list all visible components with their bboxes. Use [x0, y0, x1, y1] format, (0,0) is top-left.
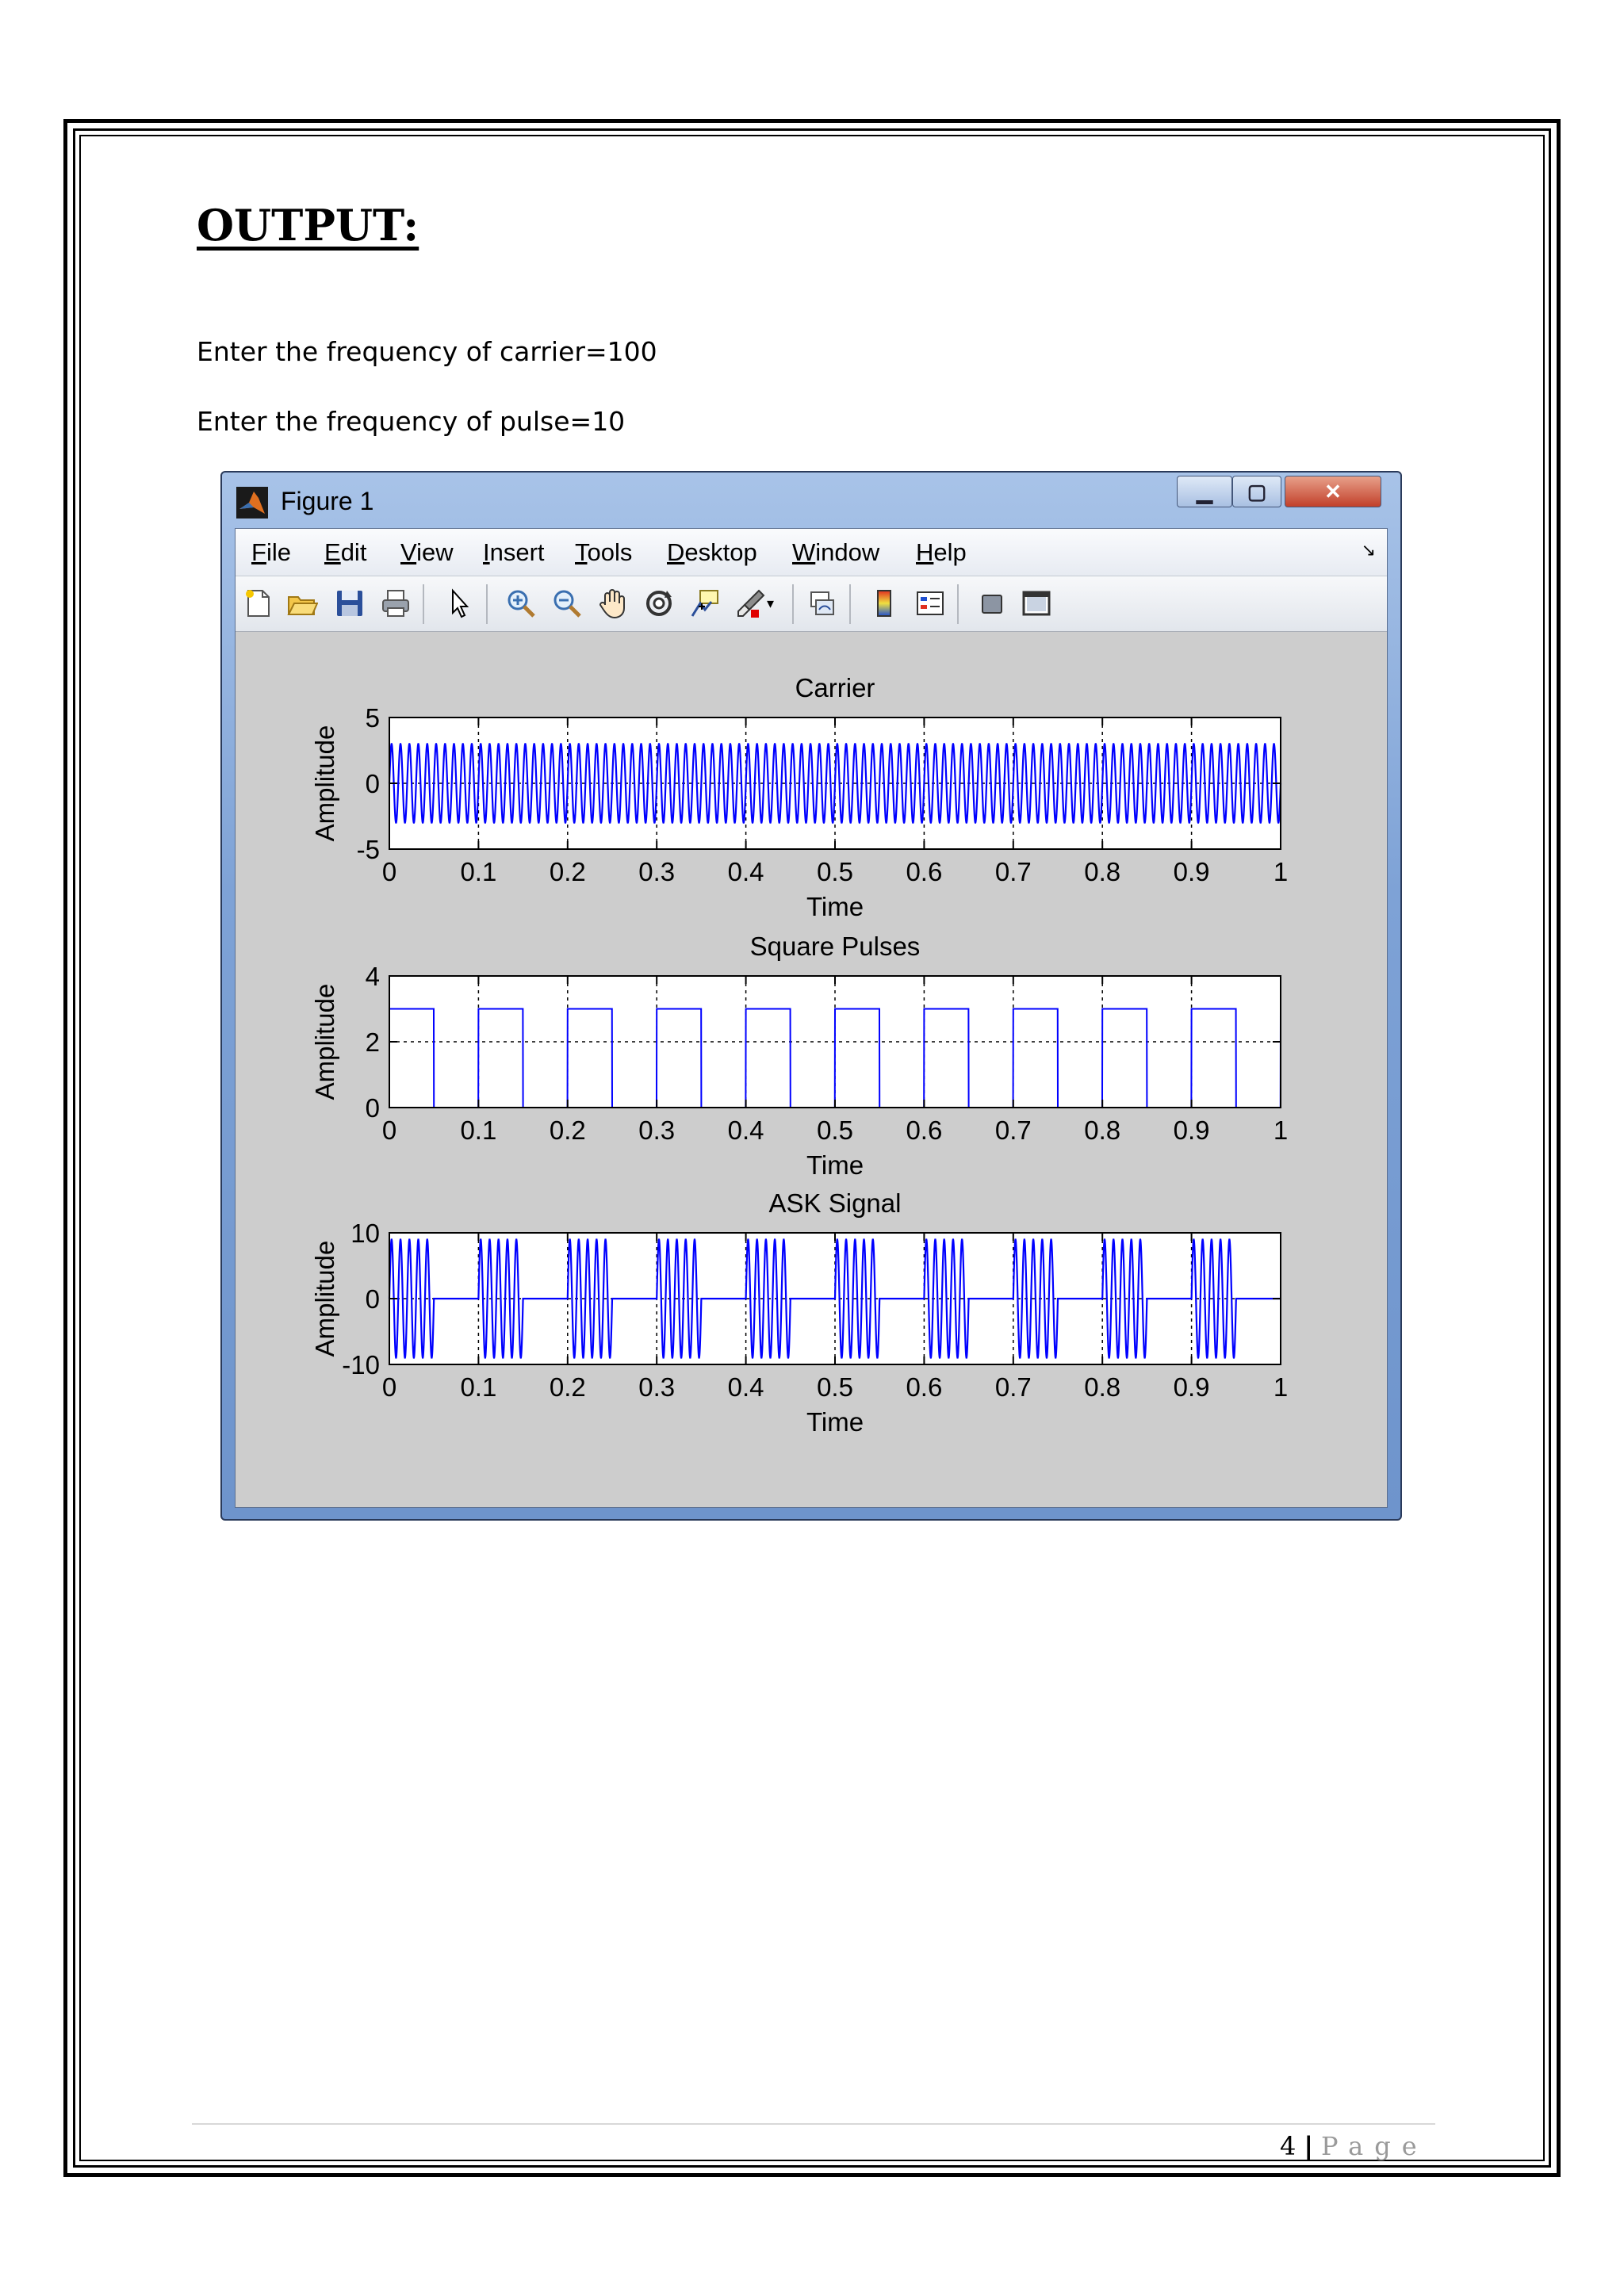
page-separator: | [1304, 2131, 1314, 2161]
brush-icon[interactable] [735, 587, 767, 619]
x-tick-label: 1 [1273, 1372, 1289, 1402]
x-tick-label: 0.8 [1084, 857, 1121, 886]
x-tick-label: 0.5 [817, 1372, 853, 1402]
x-tick-label: 0.5 [817, 857, 853, 886]
x-tick-label: 1 [1273, 857, 1289, 886]
x-tick-label: 0.1 [460, 1115, 497, 1145]
y-tick-label: 0 [365, 769, 380, 798]
menu-desktop[interactable]: Desktop [667, 538, 757, 566]
legend-icon[interactable] [914, 587, 946, 619]
menu-file[interactable]: File [251, 538, 291, 566]
toolbar-separator [423, 584, 424, 624]
y-tick-label: 2 [365, 1027, 380, 1057]
figure-toolbar [236, 576, 1387, 632]
ask-signal-title: ASK Signal [768, 1188, 902, 1218]
show-plot-tools-icon[interactable] [1021, 587, 1052, 619]
toolbar-separator [849, 584, 851, 624]
minimize-icon: ▁ [1197, 480, 1212, 503]
new-figure-icon[interactable] [242, 587, 274, 619]
toolbar-separator [957, 584, 959, 624]
x-tick-label: 0.9 [1173, 857, 1210, 886]
window-titlebar[interactable] [222, 473, 1400, 528]
y-tick-label: 5 [365, 703, 380, 733]
x-tick-label: 0.3 [638, 1115, 676, 1145]
y-tick-label: 4 [365, 962, 380, 991]
square-pulses-ylabel: Amplitude [310, 983, 339, 1100]
menu-edit[interactable]: Edit [324, 538, 367, 566]
menu-bar [236, 529, 1387, 576]
x-tick-label: 0 [381, 1115, 397, 1145]
x-tick-label: 0 [381, 857, 397, 886]
x-tick-label: 0.5 [817, 1115, 853, 1145]
pointer-icon[interactable] [443, 587, 475, 619]
menu-view[interactable]: View [400, 538, 454, 566]
zoom-out-icon[interactable] [551, 587, 583, 619]
toolbar-separator [486, 584, 488, 624]
square-pulses-axes [310, 932, 1288, 1180]
carrier-axes [310, 673, 1288, 921]
figure-window [220, 471, 1402, 1521]
page-footer [1280, 2131, 1428, 2161]
footer-rule [192, 2123, 1435, 2125]
close-button[interactable] [1285, 476, 1381, 507]
matlab-logo-icon [236, 487, 268, 519]
data-cursor-icon[interactable] [689, 587, 721, 619]
dock-arrow-icon[interactable]: ↘ [1361, 540, 1376, 560]
open-file-icon[interactable] [286, 587, 318, 619]
page-word: Page [1321, 2131, 1428, 2161]
x-tick-label: 0.2 [549, 857, 586, 886]
square-pulses-xlabel: Time [806, 1150, 864, 1180]
rotate-3d-icon[interactable] [643, 587, 675, 619]
x-tick-label: 0.7 [994, 1372, 1032, 1402]
ask-signal-xlabel: Time [806, 1407, 864, 1437]
close-icon: ✕ [1324, 480, 1342, 503]
x-tick-label: 0.6 [906, 1372, 943, 1402]
ask-signal-ylabel: Amplitude [310, 1240, 339, 1357]
x-tick-label: 0.7 [994, 857, 1032, 886]
menu-help[interactable]: Help [916, 538, 967, 566]
x-tick-label: 0.9 [1173, 1372, 1210, 1402]
hide-plot-tools-icon[interactable] [976, 587, 1008, 619]
maximize-button[interactable] [1232, 476, 1281, 507]
link-plot-icon[interactable] [806, 587, 838, 619]
brush-dropdown-icon[interactable]: ▾ [767, 595, 775, 611]
square-pulses-title: Square Pulses [749, 932, 921, 961]
pulse-frequency-line: Enter the frequency of pulse=10 [197, 406, 626, 437]
page-number: 4 [1280, 2131, 1297, 2161]
carrier-frequency-line: Enter the frequency of carrier=100 [197, 336, 657, 367]
x-tick-label: 0.6 [906, 857, 943, 886]
carrier-title: Carrier [795, 673, 875, 702]
x-tick-label: 0.9 [1173, 1115, 1210, 1145]
square-pulses-series-line [389, 1009, 1281, 1108]
x-tick-label: 1 [1273, 1115, 1289, 1145]
figure-client-area [235, 528, 1388, 1508]
x-tick-label: 0.8 [1084, 1115, 1121, 1145]
y-tick-label: -5 [356, 835, 380, 864]
window-title: Figure 1 [281, 487, 374, 515]
save-icon[interactable] [334, 587, 366, 619]
menu-tools[interactable]: Tools [575, 538, 633, 566]
y-tick-label: 0 [365, 1093, 380, 1123]
x-tick-label: 0.8 [1084, 1372, 1121, 1402]
output-heading: OUTPUT: [197, 200, 419, 251]
x-tick-label: 0.4 [727, 1115, 764, 1145]
x-tick-label: 0.3 [638, 1372, 676, 1402]
maximize-icon: ▢ [1247, 480, 1267, 503]
menu-window[interactable]: Window [792, 538, 880, 566]
print-icon[interactable] [380, 587, 412, 619]
x-tick-label: 0.6 [906, 1115, 943, 1145]
minimize-button[interactable] [1177, 476, 1232, 507]
menu-insert[interactable]: Insert [483, 538, 545, 566]
x-tick-label: 0.4 [727, 857, 764, 886]
x-tick-label: 0.4 [727, 1372, 764, 1402]
carrier-xlabel: Time [806, 892, 864, 921]
x-tick-label: 0.1 [460, 857, 497, 886]
x-tick-label: 0.3 [638, 857, 676, 886]
y-tick-label: -10 [342, 1350, 380, 1380]
y-tick-label: 10 [350, 1219, 380, 1248]
x-tick-label: 0.7 [994, 1115, 1032, 1145]
toolbar-separator [792, 584, 794, 624]
x-tick-label: 0.2 [549, 1372, 586, 1402]
x-tick-label: 0.2 [549, 1115, 586, 1145]
ask-signal-axes [310, 1188, 1288, 1437]
figure-plot-area [236, 632, 1387, 1507]
x-tick-label: 0 [381, 1372, 397, 1402]
x-tick-label: 0.1 [460, 1372, 497, 1402]
zoom-in-icon[interactable] [505, 587, 537, 619]
colorbar-icon[interactable] [868, 587, 900, 619]
carrier-ylabel: Amplitude [310, 725, 339, 842]
pan-hand-icon[interactable] [597, 587, 629, 619]
y-tick-label: 0 [365, 1284, 380, 1314]
